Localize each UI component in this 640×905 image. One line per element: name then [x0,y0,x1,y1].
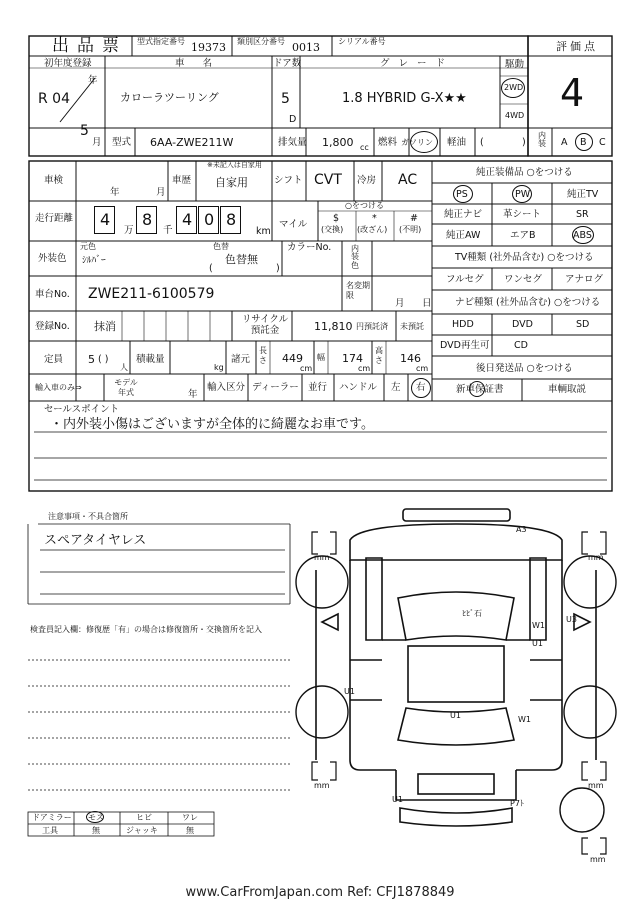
tools-value: 無 [92,826,100,835]
tools-label: 工具 [42,826,58,835]
score-value: 4 [560,71,585,115]
height-cm-unit: cm [416,364,429,373]
watermark: www.CarFromJapan.com Ref: CFJ1878849 [185,885,455,900]
orig-color-value: ｼﾙﾊﾞｰ [82,255,106,266]
height-label: 高さ [375,346,383,365]
equip-ps: PS [456,189,468,200]
repaint-paren-right: ) [276,263,280,274]
mark-star: * [372,213,377,224]
equip-abs-circle [572,226,594,244]
inspection-month-unit: 月 [156,187,166,198]
repaint-value: 色替無 [225,253,258,266]
inspector-label: 検査員記入欄：修復歴「有」の場合は修復箇所・交換箇所を記入 [30,625,262,634]
damage-w1-top: W1 [532,621,545,630]
equip-genuine-navi: 純正ナビ [444,209,483,220]
note-line-1: スペアタイヤレス [44,533,147,548]
car-name-label: 車名 [175,58,231,69]
import-type-label: 輸入区分 [207,382,246,393]
model-year-label: モデル年式 [114,378,138,397]
grade-label: グレード [380,58,455,69]
mm-label-front-right: mm [588,553,604,562]
mileage-digit-2: 8 [142,210,153,229]
load-kg-unit: kg [214,363,224,372]
month-unit: 月 [92,137,102,148]
width-cm-unit: cm [358,364,371,373]
handle-label: ハンドル [339,382,378,393]
mileage-digit-3: 4 [182,210,193,229]
mileage-km-unit: km [256,226,271,237]
serial-label: シリアル番号 [338,37,386,46]
fuel-diesel: 軽油 [447,137,467,148]
equip-sr: SR [576,209,589,220]
recycle-amount: 11,810 [314,320,353,333]
mileage-digit-5: 8 [226,210,237,229]
color-label: 外装色 [38,253,67,264]
mileage-label: 走行距離 [35,213,74,224]
mark-hash-sub: (不明) [399,225,422,234]
first-reg-era: R 04 [38,91,70,107]
tv-analog: アナログ [565,274,604,285]
height-value: 146 [400,352,421,365]
later-warranty: 新車保証書 [456,384,504,395]
category-code-value: 0013 [292,41,320,54]
drive-label: 駆動 [505,59,525,70]
mileage-digit-4: 0 [204,210,215,229]
reg-no-value: 抹消 [94,320,116,333]
dims-label: 諸元 [231,354,251,365]
jack-value: 無 [186,826,194,835]
mileage-man-unit: 万 [124,225,134,236]
recycle-not: 未預託 [400,322,424,331]
chassis-value: ZWE211-6100579 [88,286,215,302]
equip-ps-circle [453,185,473,203]
interior-b-circle [575,133,593,151]
reg-no-label: 登録No. [35,321,70,332]
damage-u1-center: U1 [450,711,461,720]
tv-fullseg: フルセグ [446,274,484,285]
crack-label: ヒビ [136,813,152,822]
interior-label: 内装 [538,131,546,148]
mm-label-rear-right: mm [588,781,604,790]
navi-type-header: ナビ種類 (社外品含む) ○をつける [455,297,601,308]
damage-u1-rear: U1 [392,795,403,804]
drive-2wd: 2WD [504,83,524,92]
length-label: 長さ [259,346,267,365]
equip-genuine-tv: 純正TV [567,189,599,200]
name-change-month: 月 [395,298,405,309]
damage-hibi-ishi: ﾋﾋﾞ石 [462,609,482,618]
history-label: 車歴 [172,175,192,186]
year-unit: 年 [88,75,98,86]
repaint-paren-left: ( [209,263,213,274]
model-year-unit: 年 [188,389,198,400]
displacement-value: 1,800 [322,136,354,149]
capacity-value: 5 [88,353,95,366]
mark-dollar: $ [333,213,340,224]
navi-dvd-play: DVD再生可 [440,340,490,351]
ac-value: AC [398,172,418,188]
inspection-label: 車検 [44,175,64,186]
capacity-label: 定員 [44,354,64,365]
tv-oneseg: ワンセグ [504,274,543,285]
orig-color-label: 元色 [80,242,96,251]
category-code-label: 類別区分番号 [237,37,285,46]
door-suffix: D [289,114,297,125]
mm-label-spare: mm [590,855,606,864]
width-value: 174 [342,352,363,365]
mirror-label: ドアミラー [32,813,72,822]
import-parallel: 並行 [308,382,328,393]
width-label: 幅 [317,353,325,362]
model-label: 型式 [112,137,132,148]
later-manual: 車輌取説 [548,384,587,395]
equip-airbag: エアB [510,230,536,241]
notes-label: 注意事項・不具合箇所 [48,512,128,521]
mm-label-rear-left: mm [314,781,330,790]
shift-value: CVT [314,172,342,188]
mileage-mark-label: ○をつける [345,201,384,210]
mileage-sen-unit: 千 [163,225,173,236]
inspection-year-unit: 年 [110,187,120,198]
later-shipment-header: 後日発送品 ○をつける [476,363,573,374]
mm-label-front-left: mm [314,553,330,562]
model-value: 6AA-ZWE211W [150,136,234,149]
tv-type-header: TV種類 (社外品含む) ○をつける [455,252,594,263]
sales-point-text: ・内外装小傷はございますが全体的に綺麗なお車です。 [50,417,374,432]
break-label: ワレ [182,813,198,822]
grade-value: 1.8 HYBRID G-X★★ [342,91,467,106]
history-note: ※未記入は自家用 [207,161,262,169]
genuine-equipment-header: 純正装備品 ○をつける [476,167,573,178]
load-label: 積載量 [136,354,165,365]
drive-4wd: 4WD [505,111,525,120]
fuel-paren-close: ) [522,137,526,148]
sales-point-label: セールスポイント [44,404,120,415]
first-reg-month: 5 [80,123,89,139]
ac-label: 冷房 [357,175,377,186]
damage-u1-right: U1 [532,639,543,648]
repaint-label: 色替 [213,242,229,251]
later-warranty-circle [469,381,485,397]
fuel-gas-circle [410,131,438,153]
capacity-paren: ( ) [98,354,109,365]
mirror-value: モス [88,813,104,822]
mark-hash: # [410,213,418,224]
capacity-unit: 人 [120,363,128,372]
color-no-label: カラーNo. [287,242,332,253]
fuel-label: 燃料 [378,137,398,148]
damage-u3: U3 [566,615,577,624]
length-value: 449 [282,352,303,365]
navi-dvd: DVD [512,319,533,330]
damage-u1-left: U1 [344,687,355,696]
mirror-value-circle [86,811,104,823]
recycle-label: リサイクル預託金 [241,314,289,337]
import-dealer: ディーラー [252,382,299,393]
name-change-label: 名変期限 [346,281,370,300]
handle-right: 右 [416,382,426,393]
chassis-label: 車台No. [35,289,70,300]
name-change-day: 日 [422,298,432,309]
fuel-gas: ガソリン [401,138,433,147]
history-value: 自家用 [215,176,248,189]
jack-label: ジャッキ [126,826,158,835]
model-code-label: 型式指定番号 [137,37,185,46]
navi-hdd: HDD [452,319,474,330]
model-code-value: 19373 [191,41,226,54]
interior-color-label: 内装色 [351,244,359,270]
score-label: 評価点 [556,40,598,53]
mileage-digit-1: 4 [100,210,111,229]
recycle-suffix: 円預託済 [356,322,388,331]
equip-pw: PW [515,189,531,200]
damage-p7: P7ﾄ [510,799,524,808]
car-name-value: カローラツーリング [120,91,219,104]
drive-2wd-circle [501,78,525,98]
mark-star-sub: (改ざん) [357,225,388,234]
navi-cd: CD [514,340,528,351]
equip-abs: ABS [573,230,592,241]
handle-right-circle [411,378,431,398]
import-only-label: 輸入車のみ⇒ [35,383,82,392]
length-cm-unit: cm [300,364,313,373]
handle-left: 左 [391,382,401,393]
equip-leather: 革シート [503,209,542,220]
doors-label: ドア数 [273,58,302,69]
equip-genuine-aw: 純正AW [446,230,481,241]
damage-a3: A3 [516,525,527,534]
cc-unit: cc [360,143,369,152]
interior-grade-b: B [580,137,587,148]
equip-pw-circle [512,185,532,203]
navi-sd: SD [576,319,590,330]
page-title: 出品票 [52,36,127,56]
displacement-label: 排気量 [278,137,307,148]
damage-w1-bottom: W1 [518,715,531,724]
interior-grade-a: A [561,137,568,148]
mark-dollar-sub: (交換) [321,225,344,234]
interior-grade-c: C [599,137,606,148]
fuel-paren-open: ( [480,137,484,148]
doors-value: 5 [281,91,290,107]
shift-label: シフト [274,175,303,186]
first-reg-label: 初年度登録 [44,58,92,69]
mile-label: マイル [279,219,308,230]
